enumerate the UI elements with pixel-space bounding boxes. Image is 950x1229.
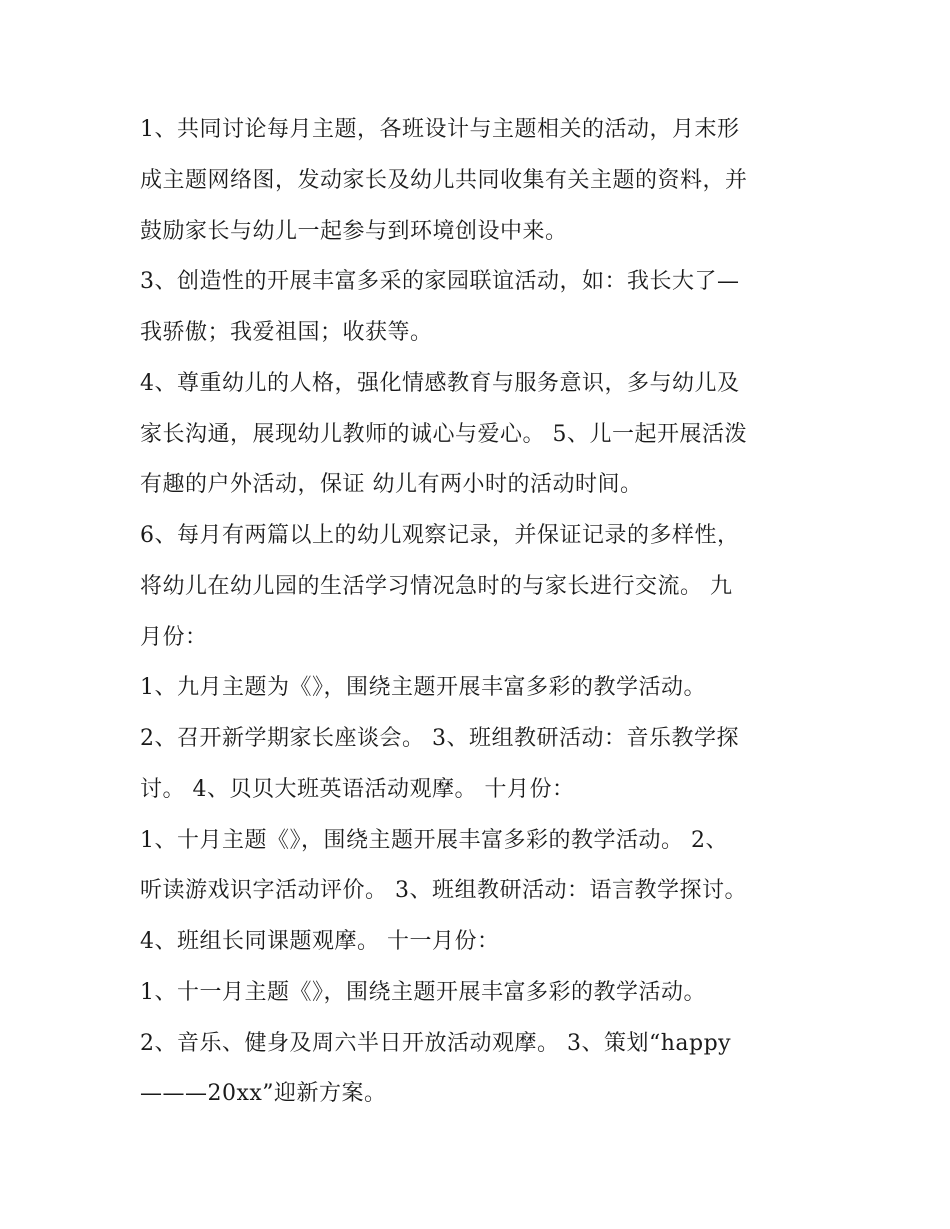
- paragraph-line: 成主题网络图，发动家长及幼儿共同收集有关主题的资料，并: [140, 168, 748, 193]
- paragraph-line: 1、九月主题为《》，围绕主题开展丰富多彩的教学活动。: [140, 675, 706, 700]
- paragraph-line: 听读游戏识字活动评价。 3、班组教研活动：语言教学探讨。: [140, 878, 747, 903]
- paragraph-line: 6、每月有两篇以上的幼儿观察记录，并保证记录的多样性，: [140, 523, 740, 548]
- paragraph-line: 将幼儿在幼儿园的生活学习情况急时的与家长进行交流。 九: [140, 574, 733, 599]
- paragraph-line: 月份：: [140, 625, 208, 650]
- paragraph-line: 2、召开新学期家长座谈会。 3、班组教研活动：音乐教学探: [140, 726, 739, 751]
- paragraph-line: 3、创造性的开展丰富多采的家园联谊活动，如：我长大了—: [140, 269, 740, 294]
- paragraph-line: ———20xx”迎新方案。: [140, 1081, 387, 1106]
- paragraph-line: 1、十月主题《》，围绕主题开展丰富多彩的教学活动。 2、: [140, 828, 728, 853]
- paragraph-line: 4、班组长同课题观摩。 十一月份：: [140, 929, 500, 954]
- paragraph-line: 2、音乐、健身及周六半日开放活动观摩。 3、策划“happy: [140, 1031, 732, 1056]
- paragraph-line: 鼓励家长与幼儿一起参与到环境创设中来。: [140, 219, 568, 244]
- paragraph-line: 家长沟通，展现幼儿教师的诚心与爱心。 5、儿一起开展活泼: [140, 422, 747, 447]
- paragraph-line: 4、尊重幼儿的人格，强化情感教育与服务意识，多与幼儿及: [140, 371, 740, 396]
- paragraph-line: 有趣的户外活动，保证 幼儿有两小时的活动时间。: [140, 472, 643, 497]
- paragraph-line: 1、共同讨论每月主题，各班设计与主题相关的活动，月末形: [140, 117, 740, 142]
- paragraph-line: 讨。 4、贝贝大班英语活动观摩。 十月份：: [140, 777, 575, 802]
- paragraph-line: 我骄傲；我爱祖国；收获等。: [140, 320, 433, 345]
- paragraph-line: 1、十一月主题《》，围绕主题开展丰富多彩的教学活动。: [140, 980, 706, 1005]
